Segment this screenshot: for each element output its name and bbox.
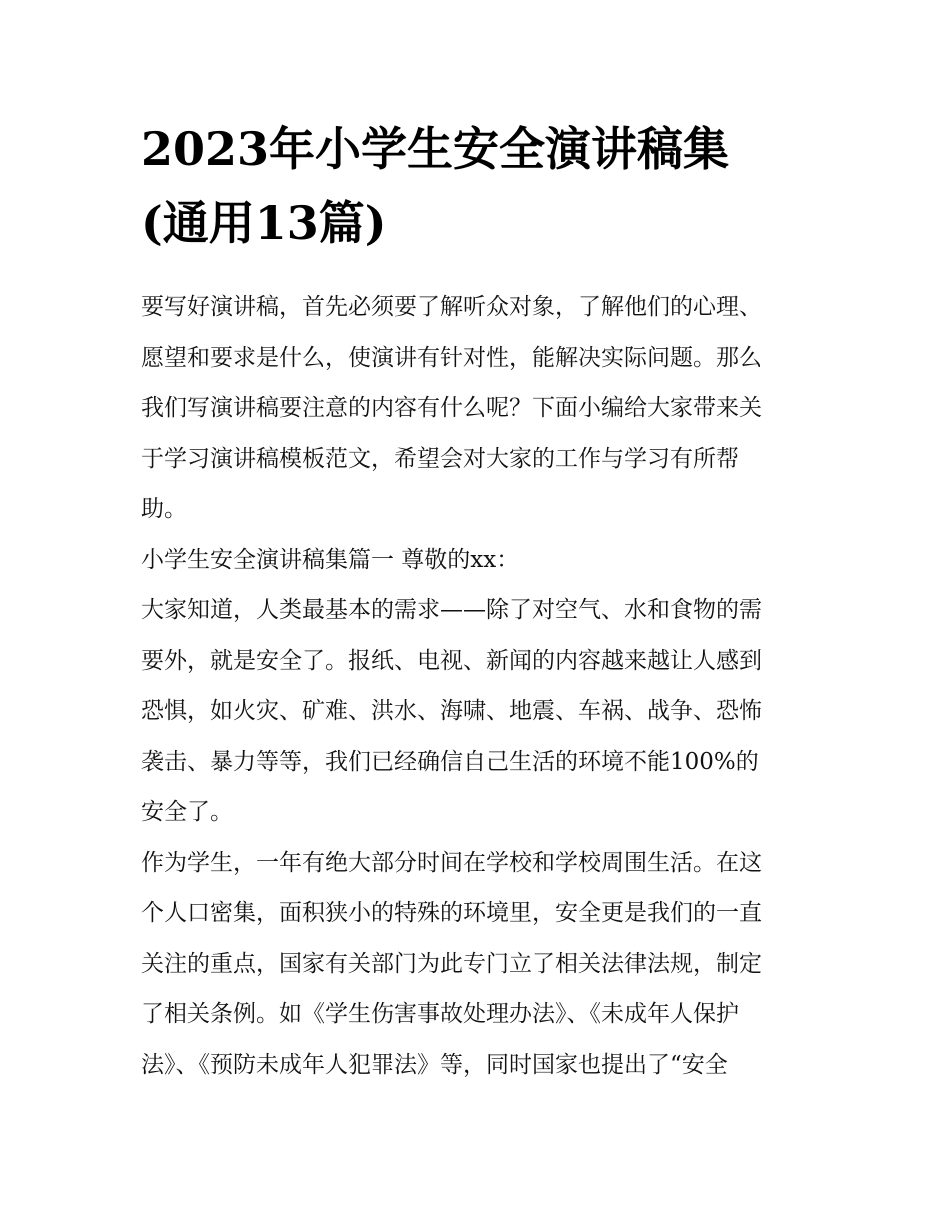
text-line: 大家知道，人类最基本的需求——除了对空气、水和食物的需 bbox=[141, 597, 762, 623]
text-line: 愿望和要求是什么，使演讲有针对性，能解决实际问题。那么 bbox=[141, 344, 762, 371]
text-line: 个人口密集，面积狭小的特殊的环境里，安全更是我们的一直 bbox=[141, 900, 762, 926]
text-line: 作为学生，一年有绝大部分时间在学校和学校周围生活。在这 bbox=[141, 849, 762, 876]
text-line: 要外，就是安全了。报纸、电视、新闻的内容越来越让人感到 bbox=[141, 647, 762, 674]
text-line: 要写好演讲稿，首先必须要了解听众对象，了解他们的心理、 bbox=[141, 294, 762, 320]
text-line: 了相关条例。如《学生伤害事故处理办法》、《未成年人保护 bbox=[141, 1001, 739, 1027]
text-line: 关注的重点，国家有关部门为此专门立了相关法律法规，制定 bbox=[141, 950, 762, 977]
intro-paragraph bbox=[141, 282, 813, 535]
document-page bbox=[141, 112, 813, 1090]
body-paragraph bbox=[141, 838, 813, 1091]
text-line: 安全了。 bbox=[141, 799, 233, 825]
title-line: 2023年小学生安全演讲稿集 bbox=[141, 122, 730, 176]
text-line: 小学生安全演讲稿集篇一 尊敬的xx： bbox=[141, 546, 520, 573]
text-line: 助。 bbox=[141, 496, 187, 522]
section-heading-paragraph bbox=[141, 535, 813, 586]
document-body bbox=[141, 282, 813, 1090]
text-line: 我们写演讲稿要注意的内容有什么呢？下面小编给大家带来关 bbox=[141, 395, 762, 421]
text-line: 袭击、暴力等等，我们已经确信自己生活的环境不能100%的 bbox=[141, 748, 759, 775]
body-paragraph bbox=[141, 585, 813, 838]
title-line: (通用13篇) bbox=[141, 196, 387, 250]
text-line: 恐惧，如火灾、矿难、洪水、海啸、地震、车祸、战争、恐怖 bbox=[141, 698, 762, 724]
document-title bbox=[141, 112, 813, 260]
text-line: 法》、《预防未成年人犯罪法》等，同时国家也提出了“安全 bbox=[141, 1051, 728, 1078]
text-line: 于学习演讲稿模板范文，希望会对大家的工作与学习有所帮 bbox=[141, 445, 739, 472]
